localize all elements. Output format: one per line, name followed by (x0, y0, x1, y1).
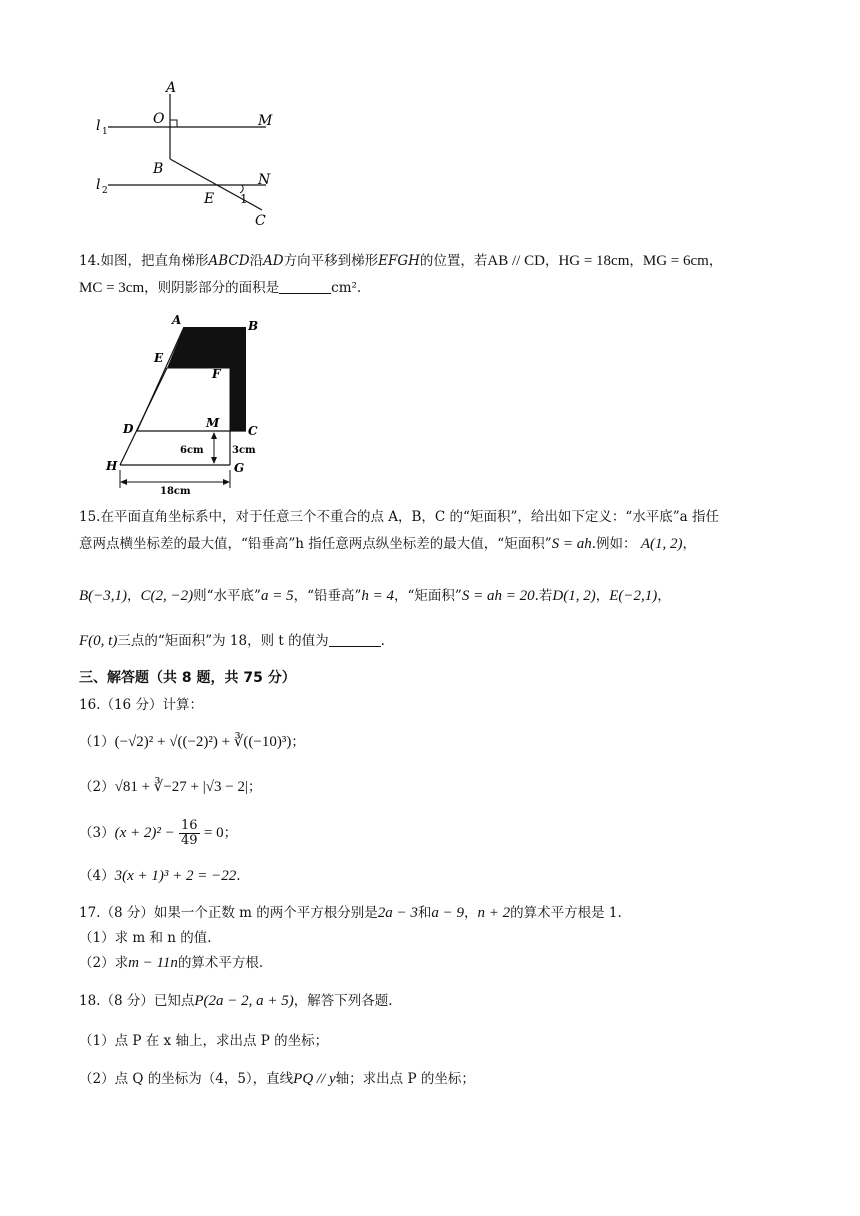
q15-text-4: ，“铅垂高” (293, 588, 362, 604)
q16-part-2 (79, 777, 261, 797)
arrowhead-up (211, 432, 217, 439)
q15-s-ah: S = ah (551, 536, 592, 552)
q17-p2-label: （2）求 (79, 955, 129, 971)
q18-part-1: （1）点 P 在 x 轴上，求出点 P 的坐标； (79, 1033, 329, 1049)
q15-text-7: 三点的“矩面积”为 18，则 t 的值为 (117, 633, 329, 649)
q17-n-plus-2: n + 2 (477, 905, 511, 921)
q15-text-1: 15.在平面直角坐标系中，对于任意三个不重合的点 A，B，C 的“矩面积”，给出如下定义：“水平底”a 指任 (79, 509, 719, 525)
label-E: E (154, 351, 164, 365)
q15-text-5: ，“矩面积” (394, 588, 462, 604)
label-G: G (234, 461, 245, 475)
figure-q13 (90, 78, 290, 228)
q14-ad: AD (263, 253, 284, 269)
q15-line-4 (79, 631, 385, 651)
q17-m-11n: m − 11n (128, 955, 178, 971)
q15-text-2: 意两点横坐标差的最大值，“铅垂高”h 指任意两点纵坐标差的最大值，“矩面积” (79, 536, 552, 552)
q16-p2-expr: √81 + ∛−27 + |√3 − 2| (114, 779, 248, 795)
label-3cm: 3cm (232, 445, 256, 456)
q15-end: . (380, 633, 385, 649)
arrowhead-right (223, 479, 230, 485)
label-M: M (206, 416, 220, 430)
q14-line-1 (79, 251, 722, 271)
q15-point-e: E(−2,1) (609, 588, 658, 604)
q14-answer-blank[interactable] (279, 279, 331, 294)
q16-part-1 (79, 732, 305, 752)
right-angle-mark (170, 120, 177, 127)
q15-line-2 (79, 534, 696, 554)
q16-head: 16.（16 分）计算： (79, 697, 203, 713)
q18-p2-label: （2）点 Q 的坐标为（4，5），直线 (79, 1071, 294, 1087)
shaded-right (230, 368, 246, 431)
q14-t4: 的位置，若 (419, 253, 488, 269)
label-F: F (212, 367, 221, 381)
q14-abcd: ABCD (208, 253, 250, 269)
q14-sep3: ， (708, 253, 723, 269)
label-D: D (123, 422, 134, 436)
q16-p3-fraction (179, 819, 200, 848)
q16-p4-expr: 3(x + 1)³ + 2 = −22 (114, 868, 237, 884)
label-6cm: 6cm (180, 445, 204, 456)
section-heading: 三、解答题（共 8 题，共 75 分） (79, 670, 296, 686)
q18-text-2: ，解答下列各题. (293, 993, 393, 1009)
label-l1: l (96, 118, 101, 134)
q14-text: 14.如图，把直角梯形 (79, 253, 209, 269)
q16-p1-expr: (−√2)² + √((−2)²) + ∛((−10)³) (114, 734, 292, 750)
q14-cond3: MG = 6cm (642, 253, 709, 269)
q15-point-b: B(−3,1) (79, 588, 128, 604)
q17-part-2 (79, 953, 263, 973)
q15-example: .例如： (591, 536, 637, 552)
q16-p3-b: = 0 (203, 825, 224, 841)
q16-p3-label: （3） (79, 825, 115, 841)
label-A: A (166, 80, 177, 96)
q15-answer-blank[interactable] (329, 632, 381, 647)
q16-p3-end: ； (223, 825, 238, 841)
q15-sep: ， (657, 588, 671, 604)
q17-sep: ， (463, 905, 478, 921)
q15-sep: ， (682, 536, 696, 552)
q15-point-c: C(2, −2) (140, 588, 194, 604)
q16-p1-end: ； (291, 734, 305, 750)
q18-part-2 (79, 1069, 475, 1089)
q16-p1-label: （1） (79, 734, 115, 750)
q17-root-1: 2a − 3 (377, 905, 418, 921)
q15-sep: ， (127, 588, 141, 604)
q15-s-val: S = ah = 20 (461, 588, 535, 604)
figure-q14 (100, 312, 280, 497)
q16-p3-num: 16 (181, 818, 198, 833)
q16-p4-end: . (236, 868, 241, 884)
label-N: N (258, 172, 271, 188)
q17-line-1 (79, 903, 622, 923)
q16-part-3 (79, 819, 237, 848)
label-l2-sub: 2 (102, 186, 108, 196)
q14-line-2 (79, 278, 361, 298)
segment-eh (120, 368, 167, 465)
q15-a-val: a = 5 (260, 588, 294, 604)
q14-cond4: MC = 3cm (79, 280, 145, 296)
q15-text-6: .若 (534, 588, 553, 604)
q18-line-1 (79, 991, 393, 1011)
q14-cond1: AB // CD (487, 253, 545, 269)
q17-and: 和 (417, 905, 432, 921)
q14-t3: 方向平移到梯形 (283, 253, 379, 269)
label-B: B (153, 161, 164, 177)
label-l2: l (96, 177, 101, 193)
q15-point-a: A(1, 2) (640, 536, 683, 552)
q14-efgh: EFGH (378, 253, 420, 269)
q16-p2-end: ； (247, 779, 262, 795)
label-E: E (204, 191, 215, 207)
q18-p2-text: 轴；求出点 P 的坐标； (335, 1071, 475, 1087)
q18-text-1: 18.（8 分）已知点 (79, 993, 195, 1009)
q16-p3-den: 49 (181, 833, 198, 848)
q14-cond2: HG = 18cm (558, 253, 630, 269)
q15-sep: ， (595, 588, 610, 604)
q15-point-d: D(1, 2) (552, 588, 596, 604)
label-H: H (106, 459, 118, 473)
arrowhead-down (211, 457, 217, 464)
label-l1-sub: 1 (102, 127, 108, 137)
q16-p3-a: (x + 2)² − (114, 825, 175, 841)
label-B: B (248, 319, 259, 333)
q15-line-1 (79, 507, 719, 527)
q17-part-1: （1）求 m 和 n 的值. (79, 930, 212, 946)
q14-sep2: ， (629, 253, 643, 269)
q15-h-val: h = 4 (361, 588, 395, 604)
q17-root-2: a − 9 (431, 905, 464, 921)
label-A: A (172, 313, 182, 327)
q18-point-p: P(2a − 2, a + 5) (194, 993, 294, 1009)
label-C: C (248, 424, 258, 438)
q16-p2-label: （2） (79, 779, 115, 795)
q17-text-2: 的算术平方根是 1. (510, 905, 622, 921)
q18-parallel: PQ // y (293, 1071, 336, 1087)
label-C: C (255, 213, 266, 228)
q14-t5: ，则阴影部分的面积是 (144, 280, 280, 296)
q15-line-3 (79, 586, 671, 606)
q15-text-3: 则“水平底” (193, 588, 261, 604)
arrowhead-left (120, 479, 127, 485)
label-M: M (258, 113, 273, 129)
q17-p2-text: 的算术平方根. (177, 955, 264, 971)
label-18cm: 18cm (160, 486, 191, 497)
q14-t2: 沿 (249, 253, 264, 269)
label-angle-1: 1 (240, 192, 248, 206)
q14-unit: cm². (331, 280, 362, 296)
label-O: O (153, 111, 165, 127)
q17-text-1: 17.（8 分）如果一个正数 m 的两个平方根分别是 (79, 905, 378, 921)
q16-part-4 (79, 866, 241, 886)
shaded-top (167, 327, 246, 368)
q14-sep1: ， (544, 253, 559, 269)
q15-point-f: F(0, t) (79, 633, 118, 649)
inner-border-f (167, 368, 230, 431)
q16-p4-label: （4） (79, 868, 115, 884)
